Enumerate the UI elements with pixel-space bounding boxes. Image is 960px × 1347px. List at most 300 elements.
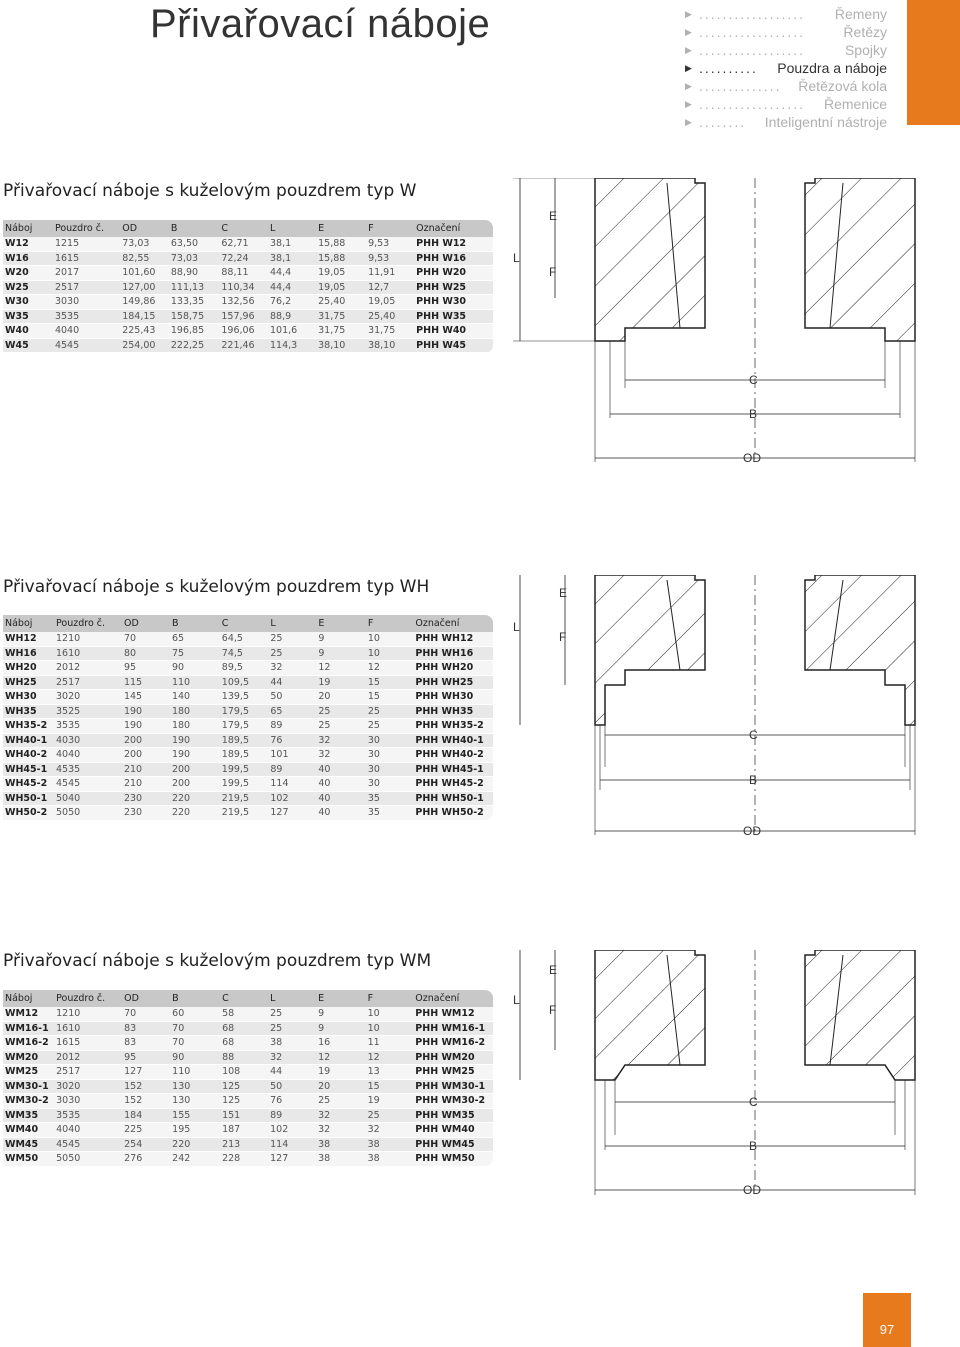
arrow-right-icon: ▶	[685, 99, 692, 109]
table-cell: 155	[170, 1108, 220, 1123]
table-row	[3, 1065, 493, 1080]
table-cell: 25	[316, 704, 365, 719]
table-cell: 184	[122, 1108, 170, 1123]
table-cell: 190	[170, 733, 220, 748]
table-cell: 1615	[54, 1036, 122, 1051]
table-cell: 180	[170, 704, 220, 719]
table-cell: 25	[268, 1007, 316, 1021]
table-cell: 25	[366, 719, 414, 734]
table-cell: 4535	[54, 762, 122, 777]
table-cell: W35	[3, 309, 53, 324]
table-cell: 158,75	[169, 309, 219, 324]
table-cell: 30	[366, 762, 414, 777]
table-cell: 221,46	[219, 338, 268, 353]
table-cell: PHH WH30	[413, 690, 493, 705]
dim-label-f: F	[549, 1003, 557, 1017]
table-cell: 101,60	[120, 266, 169, 281]
section-title-wm: Přivařovací náboje s kuželovým pouzdrem typ WM	[3, 951, 432, 971]
nav-label: Řemenice	[823, 96, 887, 112]
table-row	[3, 733, 493, 748]
table-cell: 213	[220, 1137, 268, 1152]
table-cell: 3030	[54, 1094, 122, 1109]
table-cell: 10	[366, 646, 414, 661]
table-row	[3, 1021, 493, 1036]
table-cell: 109,5	[220, 675, 269, 690]
table-cell: 125	[220, 1094, 268, 1109]
table-cell: 3030	[53, 295, 120, 310]
table-cell: W25	[3, 280, 53, 295]
column-header: E	[316, 615, 365, 632]
table-row	[3, 1036, 493, 1051]
table-cell: 10	[366, 632, 414, 646]
nav-item-spojky[interactable]: ▶ .................. Spojky	[685, 42, 887, 58]
table-cell: 70	[122, 632, 170, 646]
table-cell: 75	[170, 646, 220, 661]
table-cell: 11	[366, 1036, 414, 1051]
arrow-right-icon: ▶	[685, 9, 692, 19]
arrow-right-icon: ▶	[685, 81, 692, 91]
dim-label-c: C	[749, 1095, 758, 1109]
table-cell: PHH W12	[414, 237, 493, 251]
table-cell: PHH WH45-1	[413, 762, 493, 777]
table-cell: 254	[122, 1137, 170, 1152]
table-cell: 44	[268, 1065, 316, 1080]
table-cell: 25	[268, 632, 316, 646]
column-header: Náboj	[3, 990, 54, 1007]
chapter-tab	[907, 0, 960, 125]
table-cell: WM30-2	[3, 1094, 54, 1109]
table-cell: 35	[366, 806, 414, 821]
table-cell: 9	[316, 1021, 366, 1036]
table-cell: 76	[268, 1094, 316, 1109]
table-cell: 38,1	[268, 251, 316, 266]
column-header: Označení	[414, 220, 493, 237]
dim-label-f: F	[559, 630, 567, 644]
dim-label-b: B	[749, 773, 758, 787]
column-header: F	[366, 220, 414, 237]
nav-label: Pouzdra a náboje	[777, 60, 887, 76]
nav-item-inteligentni-nastroje[interactable]: ▶ ........ Inteligentní nástroje	[685, 114, 887, 130]
table-cell: 73,03	[169, 251, 219, 266]
table-cell: 9	[316, 632, 365, 646]
table-cell: 2517	[54, 675, 122, 690]
table-cell: PHH WM30-2	[413, 1094, 493, 1109]
dim-label-l: L	[513, 251, 520, 265]
table-cell: 230	[122, 791, 170, 806]
column-header: Pouzdro č.	[54, 615, 122, 632]
table-row	[3, 1050, 493, 1065]
table-cell: 44,4	[268, 266, 316, 281]
table-cell: 1610	[54, 646, 122, 661]
table-cell: PHH WH50-1	[413, 791, 493, 806]
table-cell: 9	[316, 1007, 366, 1021]
column-header: B	[170, 990, 220, 1007]
nav-label: Řetězová kola	[798, 78, 887, 94]
table-cell: WM50	[3, 1152, 54, 1167]
nav-item-pouzdra[interactable]: ▶ .......... Pouzdra a náboje	[685, 60, 887, 76]
table-row	[3, 646, 493, 661]
table-cell: 4545	[54, 777, 122, 792]
table-cell: 38,10	[316, 338, 366, 353]
table-cell: PHH W45	[414, 338, 493, 353]
table-cell: 152	[122, 1079, 170, 1094]
table-cell: 89	[268, 719, 316, 734]
table-cell: 189,5	[220, 748, 269, 763]
table-row	[3, 1108, 493, 1123]
table-cell: 130	[170, 1079, 220, 1094]
dim-label-e: E	[549, 209, 558, 223]
nav-item-retezova-kola[interactable]: ▶ .............. Řetězová kola	[685, 78, 887, 94]
page-number: 97	[863, 1293, 911, 1347]
table-cell: 11,91	[366, 266, 414, 281]
column-header: E	[316, 990, 366, 1007]
column-header: B	[169, 220, 219, 237]
column-header: Pouzdro č.	[54, 990, 122, 1007]
table-cell: 9,53	[366, 251, 414, 266]
table-row	[3, 1137, 493, 1152]
table-cell: 199,5	[220, 762, 269, 777]
table-cell: 114,3	[268, 338, 316, 353]
table-row	[3, 324, 493, 339]
table-cell: WH25	[3, 675, 54, 690]
table-cell: 219,5	[220, 791, 269, 806]
table-cell: PHH WH35	[413, 704, 493, 719]
table-cell: WH45-2	[3, 777, 54, 792]
table-cell: PHH WH40-1	[413, 733, 493, 748]
table-cell: 89,5	[220, 661, 269, 676]
table-cell: WH16	[3, 646, 54, 661]
table-cell: 50	[268, 690, 316, 705]
table-cell: 110	[170, 1065, 220, 1080]
table-cell: 38	[316, 1152, 366, 1167]
table-cell: 19,05	[316, 280, 366, 295]
table-cell: 254,00	[120, 338, 169, 353]
table-cell: 151	[220, 1108, 268, 1123]
table-cell: 38	[268, 1036, 316, 1051]
diagram-wh	[505, 575, 955, 843]
table-cell: 5050	[54, 806, 122, 821]
table-cell: 190	[122, 704, 170, 719]
dim-label-c: C	[749, 728, 758, 742]
table-cell: WM12	[3, 1007, 54, 1021]
table-cell: 73,03	[120, 237, 169, 251]
table-cell: 35	[366, 791, 414, 806]
table-header-row	[3, 220, 493, 237]
table-cell: 88	[220, 1050, 268, 1065]
table-cell: 200	[170, 762, 220, 777]
table-cell: WM40	[3, 1123, 54, 1138]
table-cell: PHH WM20	[413, 1050, 493, 1065]
table-cell: 15	[366, 675, 414, 690]
table-cell: 242	[170, 1152, 220, 1167]
table-cell: W16	[3, 251, 53, 266]
table-cell: 149,86	[120, 295, 169, 310]
table-cell: 15	[366, 1079, 414, 1094]
table-cell: W20	[3, 266, 53, 281]
dim-label-b: B	[749, 1139, 758, 1153]
table-cell: 88,11	[219, 266, 268, 281]
table-cell: 20	[316, 1079, 366, 1094]
table-cell: WH35	[3, 704, 54, 719]
table-cell: 180	[170, 719, 220, 734]
table-row	[3, 675, 493, 690]
table-cell: 2012	[54, 1050, 122, 1065]
table-cell: PHH WH50-2	[413, 806, 493, 821]
column-header: L	[268, 220, 316, 237]
table-cell: 101,6	[268, 324, 316, 339]
table-cell: 140	[170, 690, 220, 705]
table-cell: 108	[220, 1065, 268, 1080]
table-cell: 25,40	[316, 295, 366, 310]
table-cell: 115	[122, 675, 170, 690]
column-header: Náboj	[3, 220, 53, 237]
table-cell: 111,13	[169, 280, 219, 295]
table-cell: 196,85	[169, 324, 219, 339]
table-cell: 3020	[54, 1079, 122, 1094]
table-row	[3, 1123, 493, 1138]
table-cell: PHH WM12	[413, 1007, 493, 1021]
nav-item-remenice[interactable]: ▶ .................. Řemenice	[685, 96, 887, 112]
table-cell: 230	[122, 806, 170, 821]
nav-item-retezy[interactable]: ▶ .................. Řetězy	[685, 24, 887, 40]
table-cell: 30	[366, 748, 414, 763]
table-cell: 90	[170, 1050, 220, 1065]
section-title-w: Přivařovací náboje s kuželovým pouzdrem typ W	[3, 181, 417, 201]
table-row	[3, 1094, 493, 1109]
table-row	[3, 266, 493, 281]
table-w	[3, 220, 493, 353]
table-cell: 179,5	[220, 704, 269, 719]
table-cell: 32	[316, 733, 365, 748]
table-cell: PHH WH20	[413, 661, 493, 676]
table-cell: 1215	[53, 237, 120, 251]
table-cell: 152	[122, 1094, 170, 1109]
table-row	[3, 295, 493, 310]
dim-label-l: L	[513, 620, 520, 634]
table-cell: 127	[268, 1152, 316, 1167]
table-cell: PHH WH40-2	[413, 748, 493, 763]
table-cell: PHH WM35	[413, 1108, 493, 1123]
table-cell: PHH WM45	[413, 1137, 493, 1152]
table-cell: 50	[268, 1079, 316, 1094]
table-cell: 25	[316, 1094, 366, 1109]
table-cell: WM30-1	[3, 1079, 54, 1094]
table-cell: 83	[122, 1036, 170, 1051]
table-cell: 38	[366, 1137, 414, 1152]
column-header: Náboj	[3, 615, 54, 632]
table-cell: 187	[220, 1123, 268, 1138]
table-cell: 95	[122, 661, 170, 676]
table-cell: WM20	[3, 1050, 54, 1065]
table-cell: 72,24	[219, 251, 268, 266]
table-cell: 101	[268, 748, 316, 763]
hub-section-right	[805, 950, 915, 1080]
table-cell: 3525	[54, 704, 122, 719]
table-cell: 19,05	[316, 266, 366, 281]
table-cell: 139,5	[220, 690, 269, 705]
arrow-right-icon: ▶	[685, 63, 692, 73]
table-cell: PHH WH35-2	[413, 719, 493, 734]
table-cell: PHH W30	[414, 295, 493, 310]
table-cell: 1610	[54, 1021, 122, 1036]
table-cell: 133,35	[169, 295, 219, 310]
table-cell: PHH WM50	[413, 1152, 493, 1167]
table-cell: 38,1	[268, 237, 316, 251]
table-cell: PHH WM40	[413, 1123, 493, 1138]
table-cell: 1210	[54, 632, 122, 646]
table-cell: 219,5	[220, 806, 269, 821]
table-cell: 4545	[53, 338, 120, 353]
table-cell: 89	[268, 1108, 316, 1123]
table-cell: 4040	[53, 324, 120, 339]
dim-label-l: L	[513, 993, 520, 1007]
column-header: OD	[122, 615, 170, 632]
nav-item-remeny[interactable]: ▶ .................. Řemeny	[685, 6, 887, 22]
table-cell: 25	[268, 1021, 316, 1036]
column-header: L	[268, 615, 316, 632]
table-row	[3, 791, 493, 806]
arrow-right-icon: ▶	[685, 45, 692, 55]
dim-label-c: C	[749, 373, 758, 387]
table-cell: 2517	[54, 1065, 122, 1080]
table-cell: 1615	[53, 251, 120, 266]
table-cell: 225	[122, 1123, 170, 1138]
dim-label-od: OD	[743, 1183, 761, 1197]
column-header: L	[268, 990, 316, 1007]
table-cell: 65	[268, 704, 316, 719]
table-cell: 200	[122, 748, 170, 763]
table-cell: 25	[268, 646, 316, 661]
table-cell: 12,7	[366, 280, 414, 295]
table-cell: 32	[316, 1123, 366, 1138]
table-cell: 127,00	[120, 280, 169, 295]
table-cell: 125	[220, 1079, 268, 1094]
table-cell: 195	[170, 1123, 220, 1138]
hub-section-right	[805, 178, 915, 341]
table-cell: 4030	[54, 733, 122, 748]
column-header: C	[219, 220, 268, 237]
table-cell: 58	[220, 1007, 268, 1021]
table-cell: 25	[366, 704, 414, 719]
table-cell: PHH W20	[414, 266, 493, 281]
table-row	[3, 280, 493, 295]
table-wm	[3, 990, 493, 1167]
table-cell: 9	[316, 646, 365, 661]
table-cell: 70	[170, 1036, 220, 1051]
table-cell: 10	[366, 1007, 414, 1021]
table-cell: 74,5	[220, 646, 269, 661]
table-cell: WM16-1	[3, 1021, 54, 1036]
diagram-wm	[505, 950, 955, 1200]
table-cell: 12	[316, 661, 365, 676]
table-cell: 4040	[54, 748, 122, 763]
table-row	[3, 719, 493, 734]
table-cell: 102	[268, 791, 316, 806]
table-cell: 222,25	[169, 338, 219, 353]
diagram-w	[505, 178, 955, 468]
table-cell: 1210	[54, 1007, 122, 1021]
table-cell: 25	[316, 719, 365, 734]
table-row	[3, 338, 493, 353]
table-cell: 15,88	[316, 237, 366, 251]
dim-label-e: E	[549, 963, 558, 977]
column-header: F	[366, 990, 414, 1007]
nav-label: Inteligentní nástroje	[764, 114, 887, 130]
table-row	[3, 1152, 493, 1167]
table-cell: W45	[3, 338, 53, 353]
table-cell: PHH WH45-2	[413, 777, 493, 792]
table-cell: 110	[170, 675, 220, 690]
table-cell: 32	[316, 1108, 366, 1123]
hub-section-left	[595, 575, 705, 725]
table-cell: 83	[122, 1021, 170, 1036]
table-cell: W12	[3, 237, 53, 251]
table-cell: 210	[122, 762, 170, 777]
table-cell: 95	[122, 1050, 170, 1065]
table-cell: 220	[170, 1137, 220, 1152]
nav-label: Spojky	[844, 42, 887, 58]
table-cell: 25	[366, 1108, 414, 1123]
table-cell: PHH W25	[414, 280, 493, 295]
table-cell: 3535	[54, 1108, 122, 1123]
table-cell: 4040	[54, 1123, 122, 1138]
table-cell: WH40-1	[3, 733, 54, 748]
dim-label-od: OD	[743, 451, 761, 465]
column-header: C	[220, 615, 269, 632]
table-cell: 19	[316, 1065, 366, 1080]
table-cell: 40	[316, 762, 365, 777]
table-cell: 30	[366, 777, 414, 792]
table-cell: 40	[316, 806, 365, 821]
table-cell: 228	[220, 1152, 268, 1167]
table-cell: 76	[268, 733, 316, 748]
table-cell: 189,5	[220, 733, 269, 748]
table-cell: 130	[170, 1094, 220, 1109]
arrow-right-icon: ▶	[685, 27, 692, 37]
table-cell: 12	[316, 1050, 366, 1065]
table-row	[3, 690, 493, 705]
table-cell: 220	[170, 806, 220, 821]
hub-section-right	[805, 575, 915, 725]
table-cell: 16	[316, 1036, 366, 1051]
column-header: E	[316, 220, 366, 237]
table-cell: 44,4	[268, 280, 316, 295]
table-cell: 82,55	[120, 251, 169, 266]
table-cell: 190	[122, 719, 170, 734]
table-wh	[3, 615, 493, 821]
table-cell: 32	[268, 661, 316, 676]
table-cell: 132,56	[219, 295, 268, 310]
table-cell: WH45-1	[3, 762, 54, 777]
table-cell: PHH W35	[414, 309, 493, 324]
table-cell: 32	[316, 748, 365, 763]
table-cell: 89	[268, 762, 316, 777]
table-row	[3, 251, 493, 266]
table-cell: 210	[122, 777, 170, 792]
table-cell: 276	[122, 1152, 170, 1167]
table-cell: 88,90	[169, 266, 219, 281]
table-cell: 25,40	[366, 309, 414, 324]
table-row	[3, 661, 493, 676]
table-cell: WH50-2	[3, 806, 54, 821]
table-cell: 114	[268, 1137, 316, 1152]
table-row	[3, 777, 493, 792]
table-cell: 32	[366, 1123, 414, 1138]
table-cell: 2017	[53, 266, 120, 281]
table-cell: 10	[366, 1021, 414, 1036]
table-cell: 31,75	[366, 324, 414, 339]
table-cell: 38	[316, 1137, 366, 1152]
